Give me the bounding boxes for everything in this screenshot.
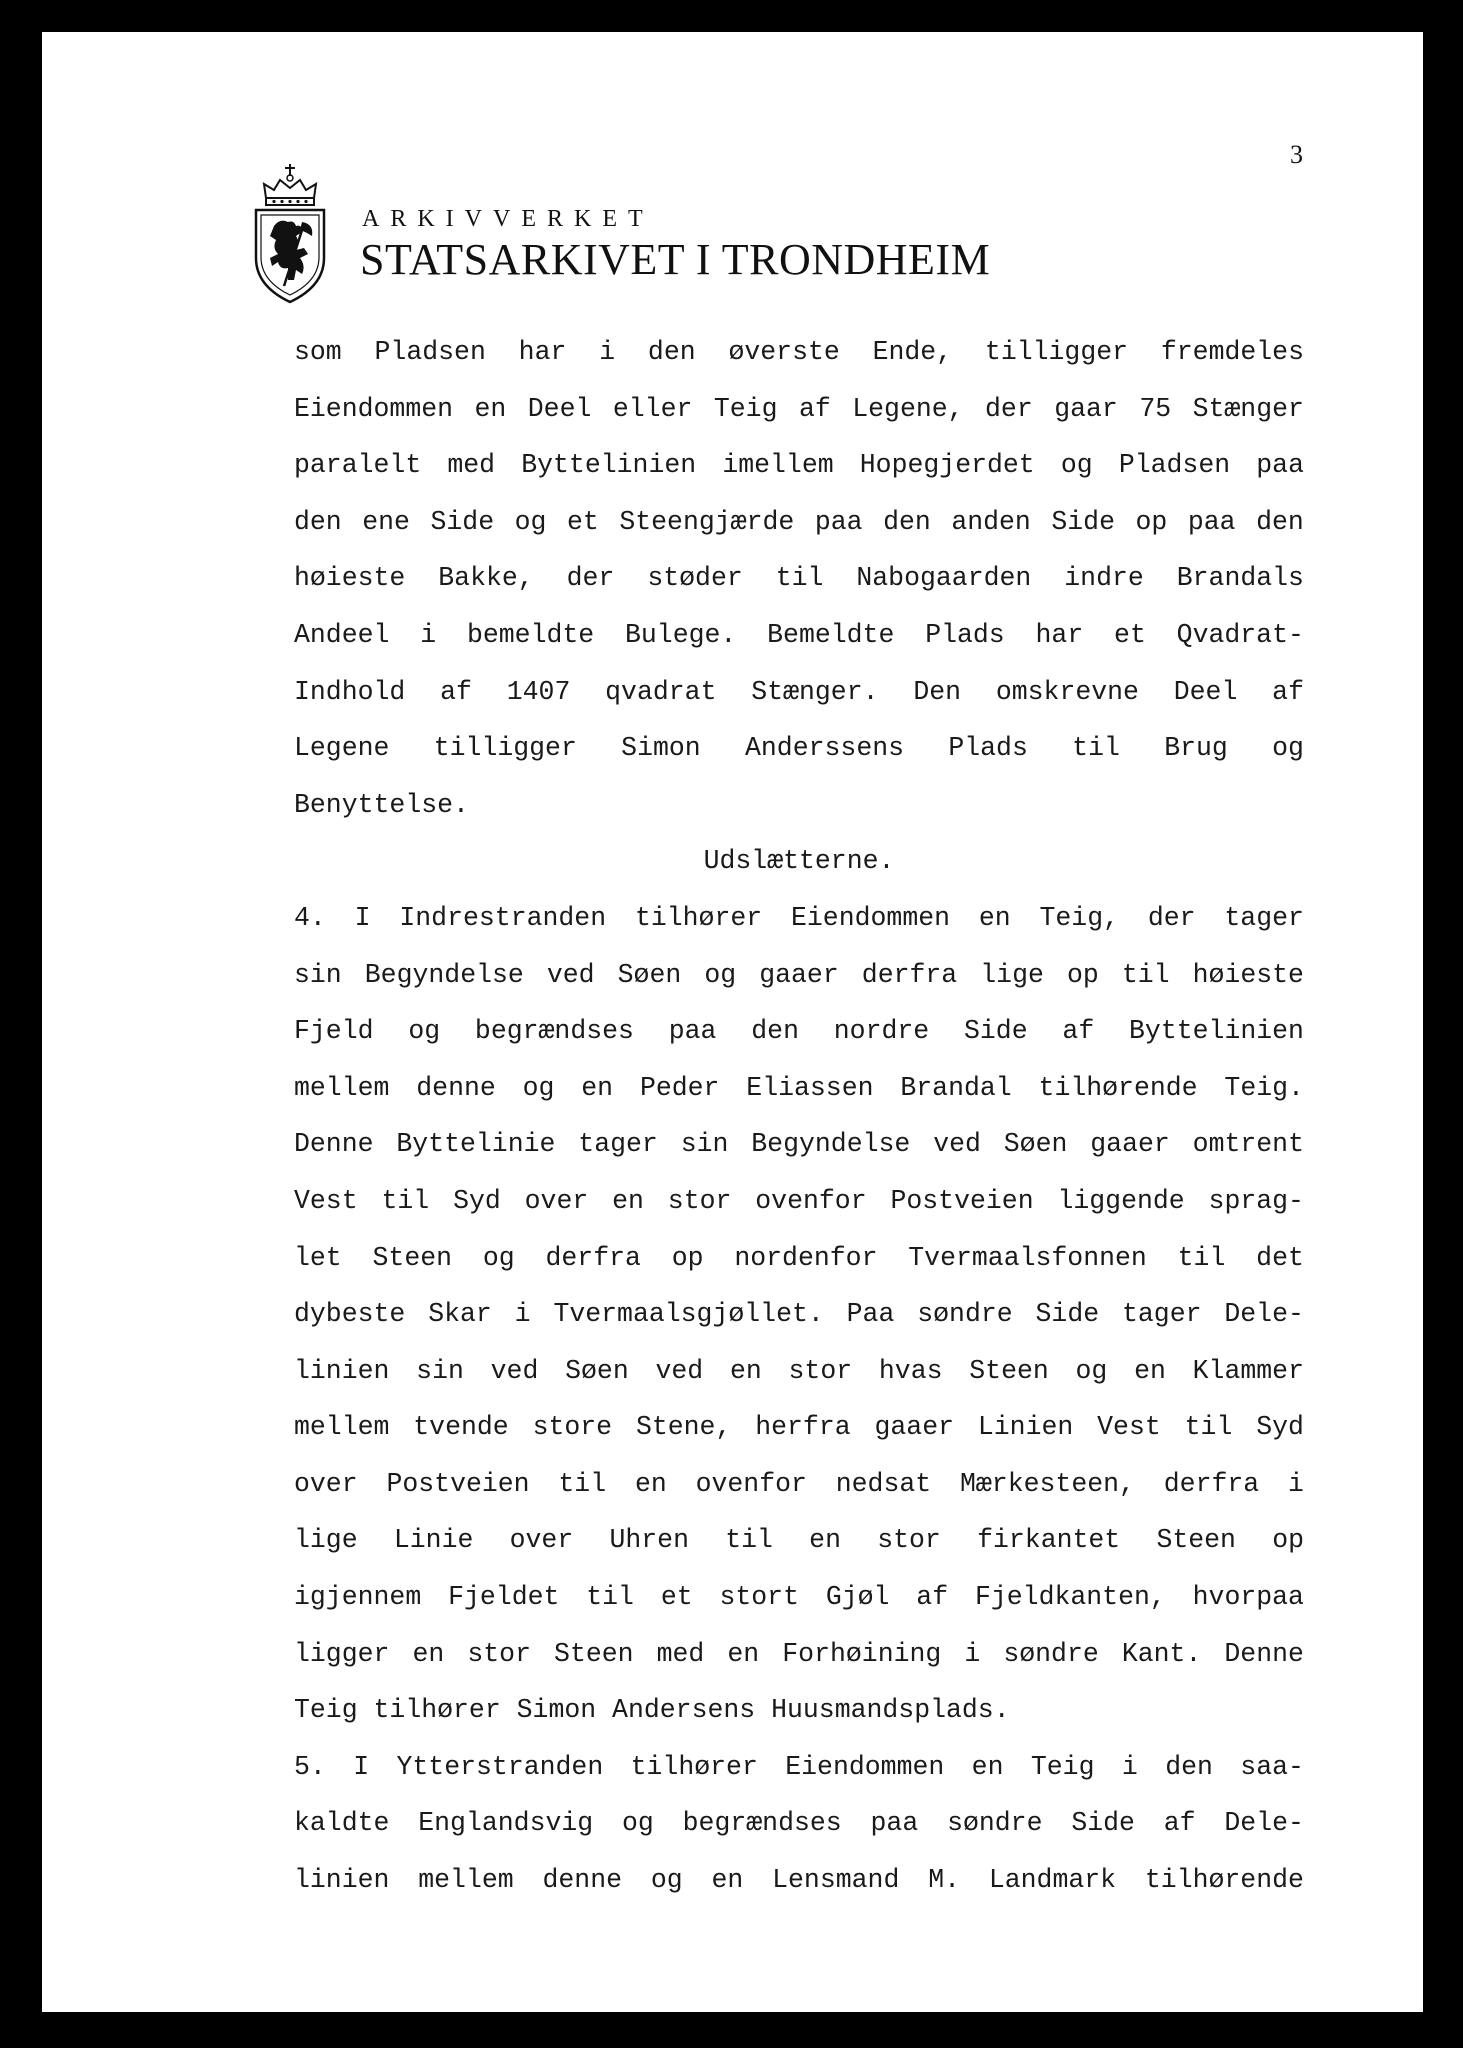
word: Søen bbox=[565, 1355, 629, 1386]
word: Den bbox=[913, 676, 962, 707]
word: sin bbox=[294, 959, 342, 990]
word: en bbox=[634, 1468, 667, 1499]
word: Side bbox=[430, 506, 495, 537]
word: den bbox=[647, 337, 696, 367]
word: Vest bbox=[294, 1185, 358, 1216]
word: som bbox=[294, 337, 342, 367]
word: en bbox=[581, 1072, 614, 1103]
word: nedsat bbox=[835, 1468, 932, 1499]
word: en bbox=[612, 1185, 644, 1216]
word: omtrent bbox=[1192, 1129, 1304, 1160]
word: en bbox=[978, 902, 1011, 933]
word: Dele- bbox=[1224, 1808, 1304, 1839]
word: til bbox=[381, 1185, 430, 1216]
word: Begyndelse bbox=[751, 1129, 911, 1160]
word: Plads bbox=[925, 619, 1005, 650]
word: imellem bbox=[722, 450, 834, 481]
word: op bbox=[671, 1242, 704, 1273]
word: og bbox=[514, 506, 547, 537]
word: ligger bbox=[294, 1638, 390, 1669]
word: tvende bbox=[413, 1412, 509, 1443]
word: Pladsen bbox=[1118, 450, 1231, 481]
word: søndre bbox=[947, 1808, 1043, 1839]
word: Syd bbox=[453, 1185, 501, 1216]
word: Landmark bbox=[988, 1865, 1117, 1896]
word: over bbox=[294, 1468, 358, 1499]
word: linien bbox=[294, 1865, 390, 1896]
word: stor bbox=[877, 1525, 941, 1556]
word: og bbox=[522, 1072, 555, 1103]
word: ved bbox=[655, 1355, 704, 1386]
word: lige bbox=[294, 1525, 358, 1556]
word: Teig bbox=[713, 393, 778, 424]
word: Anderssens bbox=[745, 733, 905, 764]
word: mellem bbox=[294, 1412, 390, 1443]
word: den bbox=[1256, 506, 1304, 537]
page-number: 3 bbox=[1290, 140, 1303, 169]
word: til bbox=[775, 563, 824, 594]
word: kaldte bbox=[294, 1808, 390, 1839]
word: ved bbox=[490, 1355, 539, 1386]
word: i bbox=[964, 1638, 981, 1669]
text-line bbox=[294, 1852, 1304, 1909]
word: Byttelinien bbox=[1129, 1016, 1304, 1047]
word: øverste bbox=[728, 337, 840, 367]
word: Ytterstranden bbox=[396, 1751, 604, 1782]
word: gaaer bbox=[759, 959, 839, 990]
text-line bbox=[294, 1343, 1304, 1400]
word: Linie bbox=[393, 1525, 474, 1556]
word: tilligger bbox=[984, 337, 1129, 367]
text-line: Benyttelse. bbox=[294, 789, 469, 820]
word: hvas bbox=[878, 1355, 943, 1386]
word: store bbox=[532, 1412, 613, 1443]
word: anden bbox=[951, 506, 1031, 537]
word: derfra bbox=[861, 959, 958, 990]
text-line bbox=[294, 1626, 1304, 1683]
word: over bbox=[509, 1525, 574, 1556]
word: I bbox=[354, 902, 371, 933]
word: let bbox=[294, 1242, 342, 1273]
word: Legene, bbox=[852, 393, 964, 424]
word: bemeldte bbox=[466, 619, 595, 650]
word: Steen bbox=[372, 1242, 453, 1273]
word: Linien bbox=[977, 1412, 1074, 1443]
word: Legene bbox=[294, 733, 390, 764]
word: 75 bbox=[1139, 393, 1172, 424]
word: stor bbox=[467, 1638, 531, 1669]
word: et bbox=[660, 1582, 693, 1613]
word: firkantet bbox=[977, 1525, 1121, 1556]
word: med bbox=[447, 450, 496, 481]
regional-archive-name: STATSARKIVET I TRONDHEIM bbox=[360, 235, 991, 284]
text-line bbox=[294, 1512, 1304, 1569]
word: den bbox=[294, 506, 342, 537]
text-line bbox=[294, 947, 1304, 1004]
word: Indhold bbox=[294, 676, 406, 707]
word: ovenfor bbox=[695, 1468, 807, 1499]
word: linien bbox=[294, 1355, 390, 1386]
word: stor bbox=[667, 1185, 732, 1216]
word: søndre bbox=[917, 1299, 1013, 1330]
word: og bbox=[1272, 733, 1304, 764]
word: af bbox=[1272, 676, 1304, 707]
word: og bbox=[650, 1865, 683, 1896]
word: Syd bbox=[1256, 1412, 1304, 1443]
word: Eliassen bbox=[746, 1072, 874, 1103]
word: lige bbox=[980, 959, 1044, 990]
word: Uhren bbox=[609, 1525, 689, 1556]
word: Steen bbox=[1156, 1525, 1236, 1556]
word: gaar bbox=[1054, 393, 1118, 424]
word: tilhørende bbox=[1038, 1072, 1198, 1103]
word: Fjeldet bbox=[448, 1582, 560, 1613]
word: tilligger bbox=[433, 733, 577, 764]
word: fremdeles bbox=[1160, 337, 1304, 367]
word: mellem bbox=[294, 1072, 390, 1103]
archive-agency-name: ARKIVVERKET bbox=[362, 206, 654, 232]
text-line bbox=[294, 1173, 1304, 1230]
word: paa bbox=[814, 506, 863, 537]
word: liggende bbox=[1057, 1185, 1185, 1216]
word: Brandal bbox=[900, 1072, 1012, 1103]
word: af bbox=[1163, 1808, 1196, 1839]
text-line bbox=[294, 324, 1304, 381]
word: Hopegjerdet bbox=[859, 450, 1035, 481]
word: Bulege. bbox=[625, 619, 737, 650]
document-page bbox=[42, 32, 1423, 2012]
word: Side bbox=[964, 1016, 1028, 1047]
letterhead bbox=[250, 162, 1150, 312]
word: ovenfor bbox=[755, 1185, 867, 1216]
word: I bbox=[353, 1751, 370, 1782]
word: Teig, bbox=[1039, 902, 1120, 933]
text-line: Udslætterne. bbox=[703, 846, 895, 877]
word: Eiendommen bbox=[294, 393, 454, 424]
word: med bbox=[656, 1638, 705, 1669]
word: begrændses bbox=[474, 1016, 634, 1047]
word: i bbox=[420, 619, 437, 650]
word: der bbox=[566, 563, 615, 594]
word: af bbox=[1062, 1016, 1095, 1047]
word: paa bbox=[1187, 506, 1236, 537]
word: i bbox=[514, 1299, 531, 1330]
word: af bbox=[916, 1582, 949, 1613]
word: over bbox=[524, 1185, 589, 1216]
word: herfra bbox=[755, 1412, 851, 1443]
word: gaaer bbox=[1090, 1129, 1170, 1160]
word: og bbox=[482, 1242, 515, 1273]
word: nordre bbox=[833, 1016, 930, 1047]
text-line bbox=[294, 381, 1304, 438]
word: Søen bbox=[1003, 1129, 1068, 1160]
word: derfra bbox=[1163, 1468, 1260, 1499]
word: derfra bbox=[545, 1242, 641, 1273]
word: stor bbox=[788, 1355, 853, 1386]
word: op bbox=[1066, 959, 1099, 990]
word: Side bbox=[1071, 1808, 1135, 1839]
word: denne bbox=[416, 1072, 496, 1103]
word: Tvermaalsfonnen bbox=[908, 1242, 1147, 1273]
word: Denne bbox=[294, 1129, 374, 1160]
word: Bemeldte bbox=[767, 619, 895, 650]
word: Paa bbox=[846, 1299, 895, 1330]
word: mellem bbox=[418, 1865, 514, 1896]
text-line bbox=[294, 890, 1304, 947]
word: og bbox=[1060, 450, 1093, 481]
word: paa bbox=[668, 1016, 717, 1047]
word: Ende, bbox=[872, 337, 953, 367]
word: sin bbox=[680, 1129, 729, 1160]
text-line bbox=[294, 1003, 1304, 1060]
text-line bbox=[294, 550, 1304, 607]
word: Stænger. bbox=[751, 676, 879, 707]
word: Byttelinien bbox=[521, 450, 697, 481]
word: denne bbox=[542, 1865, 623, 1896]
word: Eiendommen bbox=[785, 1751, 945, 1782]
norwegian-lion-crest-icon bbox=[250, 162, 330, 306]
word: ene bbox=[362, 506, 410, 537]
word: ved bbox=[546, 959, 595, 990]
word: Forhøining bbox=[782, 1638, 942, 1669]
word: 5. bbox=[294, 1751, 326, 1782]
word: en bbox=[711, 1865, 744, 1896]
word: tager bbox=[1122, 1299, 1202, 1330]
word: indre bbox=[1064, 563, 1144, 594]
word: har bbox=[518, 337, 567, 367]
word: tager bbox=[578, 1129, 658, 1160]
text-line bbox=[294, 494, 1304, 551]
word: Simon bbox=[621, 733, 701, 764]
word: tilhører bbox=[634, 902, 763, 933]
word: til bbox=[1177, 1242, 1226, 1273]
word: Steen bbox=[554, 1638, 634, 1669]
word: 4. bbox=[294, 902, 326, 933]
word: Side bbox=[1051, 506, 1115, 537]
word: Andeel bbox=[294, 619, 390, 650]
word: igjennem bbox=[294, 1582, 422, 1613]
word: til bbox=[1184, 1412, 1233, 1443]
word: Deel bbox=[1173, 676, 1238, 707]
word: Stænger bbox=[1192, 393, 1304, 424]
word: og bbox=[1075, 1355, 1108, 1386]
word: et bbox=[567, 506, 599, 537]
word: Byttelinie bbox=[396, 1129, 556, 1160]
text-line bbox=[294, 1116, 1304, 1173]
text-line bbox=[294, 607, 1304, 664]
word: Søen bbox=[617, 959, 682, 990]
word: 1407 bbox=[506, 676, 571, 707]
word: Postveien bbox=[386, 1468, 530, 1499]
word: stort bbox=[719, 1582, 799, 1613]
word: op bbox=[1272, 1525, 1304, 1556]
word: Kant. bbox=[1121, 1638, 1202, 1669]
word: en bbox=[729, 1355, 762, 1386]
word: Denne bbox=[1224, 1638, 1304, 1669]
word: sin bbox=[416, 1355, 464, 1386]
word: til bbox=[558, 1468, 607, 1499]
word: ved bbox=[933, 1129, 981, 1160]
word: Vest bbox=[1097, 1412, 1161, 1443]
word: Side bbox=[1035, 1299, 1100, 1330]
word: Begyndelse bbox=[364, 959, 524, 990]
word: den bbox=[1165, 1751, 1213, 1782]
word: op bbox=[1135, 506, 1168, 537]
word: og bbox=[704, 959, 737, 990]
word: Englandsvig bbox=[418, 1808, 594, 1839]
word: tilhørende bbox=[1144, 1865, 1304, 1896]
word: og bbox=[622, 1808, 654, 1839]
text-line bbox=[294, 1569, 1304, 1626]
word: gaaer bbox=[874, 1412, 955, 1443]
text-line bbox=[294, 1286, 1304, 1343]
word: søndre bbox=[1003, 1638, 1099, 1669]
word: Fjeld bbox=[294, 1016, 374, 1047]
word: nordenfor bbox=[734, 1242, 878, 1273]
text-line bbox=[294, 1060, 1304, 1117]
text-line bbox=[294, 1456, 1304, 1513]
word: høieste bbox=[1192, 959, 1304, 990]
word: Tvermaalsgjøllet. bbox=[553, 1299, 824, 1330]
word: og bbox=[408, 1016, 441, 1047]
word: Fjeldkanten, bbox=[974, 1582, 1166, 1613]
word: en bbox=[809, 1525, 841, 1556]
word: til bbox=[725, 1525, 773, 1556]
word: Skar bbox=[428, 1299, 492, 1330]
word: saa- bbox=[1240, 1751, 1304, 1782]
word: Qvadrat- bbox=[1176, 619, 1304, 650]
word: M. bbox=[928, 1865, 960, 1896]
word: en bbox=[412, 1638, 445, 1669]
word: høieste bbox=[294, 563, 406, 594]
text-line bbox=[294, 1739, 1304, 1796]
word: Pladsen bbox=[374, 337, 486, 367]
word: i bbox=[1121, 1751, 1138, 1782]
word: Brandals bbox=[1176, 563, 1304, 594]
word: dybeste bbox=[294, 1299, 406, 1330]
word: i bbox=[1288, 1468, 1304, 1499]
text-line: Teig tilhører Simon Andersens Huusmandsplads. bbox=[294, 1695, 1010, 1726]
word: det bbox=[1256, 1242, 1304, 1273]
word: eller bbox=[612, 393, 693, 424]
word: til bbox=[586, 1582, 634, 1613]
word: et bbox=[1114, 619, 1146, 650]
word: den bbox=[751, 1016, 799, 1047]
word: tilhører bbox=[630, 1751, 758, 1782]
word: Steengjærde bbox=[619, 506, 795, 537]
word: Dele- bbox=[1224, 1299, 1304, 1330]
word: paa bbox=[870, 1808, 919, 1839]
word: har bbox=[1035, 619, 1084, 650]
word: Indrestranden bbox=[399, 902, 607, 933]
word: til bbox=[1121, 959, 1170, 990]
word: til bbox=[1072, 733, 1120, 764]
word: Teig. bbox=[1224, 1072, 1304, 1103]
word: paa bbox=[1256, 450, 1304, 481]
word: Klammer bbox=[1192, 1355, 1304, 1386]
word: Teig bbox=[1030, 1751, 1095, 1782]
word: støder bbox=[647, 563, 743, 594]
word: den bbox=[883, 506, 931, 537]
word: qvadrat bbox=[605, 676, 717, 707]
text-line bbox=[294, 437, 1304, 494]
word: en bbox=[971, 1751, 1004, 1782]
text-line bbox=[294, 664, 1304, 721]
word: omskrevne bbox=[995, 676, 1139, 707]
word: Plads bbox=[948, 733, 1028, 764]
text-line bbox=[294, 1795, 1304, 1852]
word: af bbox=[440, 676, 472, 707]
word: af bbox=[798, 393, 831, 424]
word: Bakke, bbox=[438, 563, 534, 594]
word: Eiendommen bbox=[791, 902, 951, 933]
document-body bbox=[294, 324, 1304, 1909]
text-line bbox=[294, 1399, 1304, 1456]
word: i bbox=[599, 337, 616, 367]
word: en bbox=[1134, 1355, 1166, 1386]
word: Postveien bbox=[890, 1185, 1034, 1216]
word: Nabogaarden bbox=[856, 563, 1032, 594]
word: paralelt bbox=[294, 450, 422, 481]
word: begrændses bbox=[682, 1808, 842, 1839]
word: der bbox=[1147, 902, 1196, 933]
word: Brug bbox=[1164, 733, 1228, 764]
word: Gjøl bbox=[825, 1582, 890, 1613]
text-line bbox=[294, 1230, 1304, 1287]
word: Lensmand bbox=[772, 1865, 900, 1896]
text-line bbox=[294, 720, 1304, 777]
word: Peder bbox=[639, 1072, 720, 1103]
word: en bbox=[474, 393, 507, 424]
word: Deel bbox=[527, 393, 592, 424]
word: en bbox=[727, 1638, 760, 1669]
word: hvorpaa bbox=[1192, 1582, 1304, 1613]
word: Steen bbox=[969, 1355, 1049, 1386]
word: Mærkesteen, bbox=[960, 1468, 1135, 1499]
word: sprag- bbox=[1208, 1185, 1304, 1216]
word: der bbox=[985, 393, 1033, 424]
word: Stene, bbox=[635, 1412, 732, 1443]
word: tager bbox=[1224, 902, 1304, 933]
